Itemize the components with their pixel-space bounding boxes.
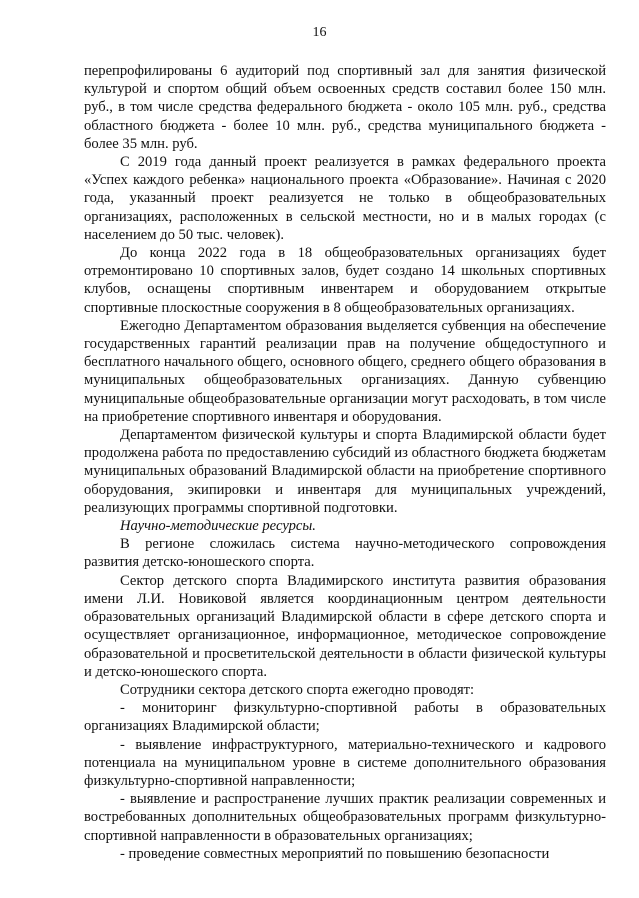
list-item-monitoring: - мониторинг физкультурно-спортивной работы в образовательных организациях Владимирской области; xyxy=(84,700,606,735)
list-item-joint-events: - проведение совместных мероприятий по повышению безопасности xyxy=(120,845,550,862)
paragraph-funding-continuation: перепрофилированы 6 аудиторий под спортивный зал для занятия физической культурой и спортом общий объем освоенных средств составил более 150 млн. руб., в том числе средства федерального бюджета - около 105 млн. руб., средства областного бюджета - более 10 млн. руб., средства муниципального бюджета - более 35 млн. руб. xyxy=(84,63,606,152)
list-item-infrastructure: - выявление инфраструктурного, материально-технического и кадрового потенциала на муниципальном уровне в системе дополнительного образования физкультурно-спортивной направленности; xyxy=(84,736,606,789)
list-item-best-practices: - выявление и распространение лучших практик реализации современных и востребованных дополнительных общеобразовательных программ физкультурно-спортивной направленности в образовательных организациях; xyxy=(84,791,606,844)
paragraph-federal-project: С 2019 года данный проект реализуется в рамках федерального проекта «Успех каждого ребенка» национального проекта «Образование». Начиная с 2020 года, указанный проект реализуется не только в общеобразовательных организациях, расположенных в сельской местности, но и в малых городах (с населением до 50 тыс. человек). xyxy=(84,154,606,243)
paragraph-sector-description: Сектор детского спорта Владимирского института развития образования имени Л.И. Новиковой является координационным центром деятельности образовательных организаций Владимирской области в сфере детского спорта и осуществляет организационное, информационное, методическое сопровождение образовательной и просветительской деятельности в области физической культуры и детско-юношеского спорта. xyxy=(84,572,606,680)
page-number: 16 xyxy=(312,25,327,40)
paragraph-staff-activities-intro: Сотрудники сектора детского спорта ежегодно проводят: xyxy=(120,681,475,698)
paragraph-plans-2022: До конца 2022 года в 18 общеобразовательных организациях будет отремонтировано 10 спортивных залов, будет создано 14 школьных спортивных клубов, оснащены спортивным инвентарем и оборудованием открытые спортивные плоскостные сооружения в 8 общеобразовательных организациях. xyxy=(84,245,606,316)
paragraph-region-system: В регионе сложилась система научно-методического сопровождения развития детско-юношеского спорта. xyxy=(84,536,606,571)
paragraph-subvention: Ежегодно Департаментом образования выделяется субвенция на обеспечение государственных гарантий реализации прав на получение общедоступного и бесплатного начального общего, основного общего, среднего общего образования в муниципальных общеобразовательных организациях. Данную субвенцию муниципальные общеобразовательные организации могут расходовать, в том числе на приобретение спортивного инвентаря и оборудования. xyxy=(84,317,606,425)
paragraph-sport-department: Департаментом физической культуры и спорта Владимирской области будет продолжена работа по предоставлению субсидий из областного бюджета бюджетам муниципальных образований Владимирской области на приобретение спортивного оборудования, экипировки и инвентаря для муниципальных учреждений, реализующих программы спортивной подготовки. xyxy=(84,427,606,516)
section-heading-methodological-resources: Научно-методические ресурсы. xyxy=(120,518,316,535)
document-body xyxy=(84,62,606,863)
